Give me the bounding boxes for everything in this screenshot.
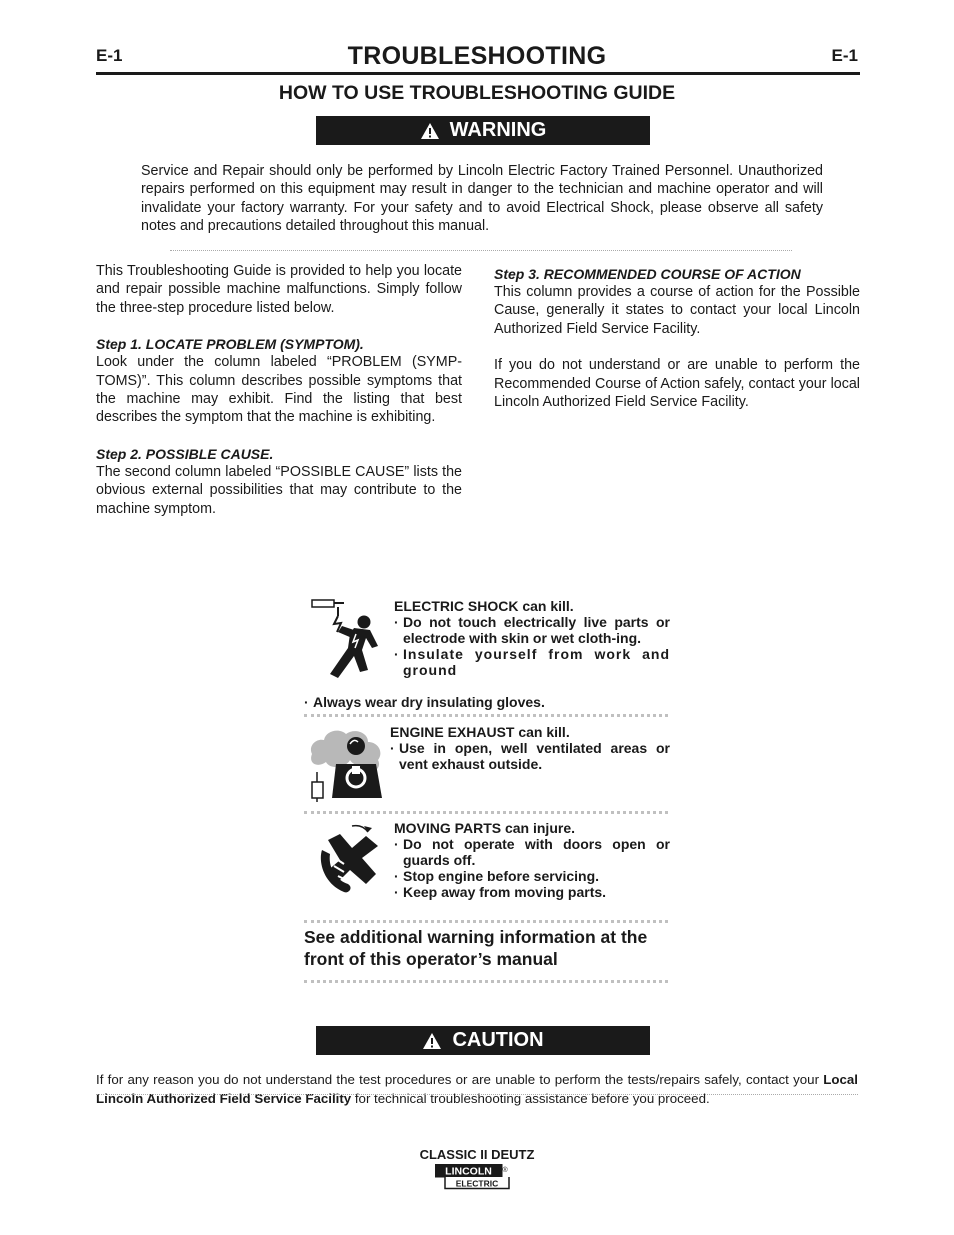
step3-text: This column provides a course of action for the Possible Cause, generally it states to contact your local Lincoln Authorized Field Service Facility.	[494, 284, 860, 337]
caution-triangle-icon	[422, 1032, 442, 1050]
moving-parts-bullet-1: Do not operate with doors open or guards off.	[403, 836, 670, 868]
guide-intro: This Troubleshooting Guide is provided to help you locate and repair possible machine malfunctions. Simply follow the three-step procedure listed below.	[96, 263, 462, 316]
engine-exhaust-text: ENGINE EXHAUST can kill. · Use in open, well ventilated areas or vent exhaust outside.	[390, 724, 670, 772]
caution-text-end: for technical troubleshooting assistance before you proceed.	[351, 1090, 710, 1106]
additional-warning-note: See additional warning information at the front of this operator’s manual	[304, 927, 648, 969]
guide-left-column	[96, 262, 462, 518]
warning-triangle-icon	[420, 122, 440, 140]
caution-text-bold: Local Lincoln Authorized Field Service Facility	[96, 1072, 858, 1106]
safety-divider	[304, 714, 668, 717]
moving-parts-icon	[318, 822, 384, 894]
electric-shock-text: ELECTRIC SHOCK can kill. · Do not touch electrically live parts or electrode with skin or wet cloth-ing. · Insulate yourself from work and ground	[394, 598, 670, 678]
safety-divider	[304, 811, 668, 814]
step1-text: Look under the column labeled “PROBLEM (SYMP-TOMS)”. This column describes possible symptoms that the machine may exhibit. Find the listing that best describes the symptom that the machine is exhibiting.	[96, 354, 462, 426]
divider	[170, 250, 792, 251]
logo-top-text: LINCOLN	[445, 1165, 492, 1178]
moving-parts-bullet-3: Keep away from moving parts.	[403, 884, 607, 900]
model-name: CLASSIC II DEUTZ	[419, 1147, 535, 1162]
electric-shock-bullet-3: Always wear dry insulating gloves.	[313, 694, 545, 710]
caution-banner	[316, 1026, 650, 1055]
warning-text: Service and Repair should only be performed by Lincoln Electric Factory Trained Personnel. Unauthorized repairs performed on this equipment may result in danger to the technician and machine operator and will invalidate your factory warranty. For your safety and to avoid Electrical Shock, please observe all safety notes and precautions detailed throughout this manual.	[141, 163, 823, 235]
lincoln-electric-logo	[435, 1164, 511, 1190]
moving-parts-text: MOVING PARTS can injure. · Do not operate with doors open or guards off. · Stop engine before servicing. · Keep away from moving parts.	[394, 820, 670, 900]
electric-shock-warning: ELECTRIC SHOCK can kill. · Do not touch electrically live parts or electrode with skin or wet cloth-ing. · Insulate yourself from work and ground · Always wear dry insulating gloves.	[304, 598, 670, 710]
step2-heading: Step 2. POSSIBLE CAUSE.	[96, 445, 274, 462]
engine-exhaust-bullet-1: Use in open, well ventilated areas or vent exhaust outside.	[399, 740, 670, 772]
moving-parts-bullet-2: Stop engine before servicing.	[403, 868, 600, 884]
page-id-left: E-1	[96, 46, 123, 65]
warning-label: WARNING	[449, 119, 547, 141]
step2-text: The second column labeled “POSSIBLE CAUSE” lists the obvious external possibilities that may contribute to the machine symptom.	[96, 463, 462, 517]
engine-exhaust-heading: ENGINE EXHAUST can kill.	[390, 724, 570, 740]
logo-registered-mark: ®	[502, 1167, 508, 1174]
electric-shock-bullet-1: Do not touch electrically live parts or electrode with skin or wet cloth-ing.	[403, 614, 670, 646]
electric-shock-icon	[308, 598, 390, 680]
caution-text-start: If for any reason you do not understand the test procedures or are unable to perform the tests/repairs safely, contact your	[96, 1072, 824, 1088]
safety-warnings	[304, 590, 670, 969]
moving-parts-heading: MOVING PARTS can injure.	[394, 820, 575, 836]
step1-heading: Step 1. LOCATE PROBLEM (SYMPTOM).	[96, 336, 364, 353]
safety-divider	[304, 980, 668, 983]
divider	[96, 1094, 858, 1095]
guide-right-column	[494, 265, 860, 411]
moving-parts-warning	[304, 818, 670, 918]
warning-banner	[316, 116, 650, 145]
engine-exhaust-warning	[304, 720, 670, 805]
electric-shock-heading: ELECTRIC SHOCK can kill.	[394, 598, 574, 614]
header-rule	[96, 72, 860, 75]
closing-text: If you do not understand or are unable to perform the Recommended Course of Action safely, contact your local Lincoln Authorized Field Service Facility.	[494, 357, 860, 411]
engine-exhaust-icon	[306, 724, 388, 802]
caution-label: CAUTION	[452, 1029, 544, 1051]
caution-text	[96, 1071, 858, 1108]
logo-bottom-text: ELECTRIC	[455, 1178, 499, 1189]
page-id-right: E-1	[831, 46, 858, 65]
electric-shock-bullet-2: Insulate yourself from work and ground	[403, 646, 670, 678]
step3-heading: Step 3. RECOMMENDED COURSE OF ACTION	[494, 266, 801, 282]
safety-divider	[304, 920, 668, 923]
section-subtitle: HOW TO USE TROUBLESHOOTING GUIDE	[278, 82, 676, 104]
page-title: TROUBLESHOOTING	[347, 42, 607, 70]
